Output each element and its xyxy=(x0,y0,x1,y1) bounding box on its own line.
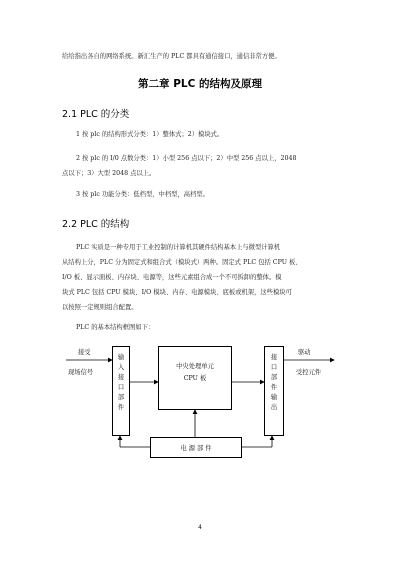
output-char: 部 xyxy=(270,374,278,381)
cpu-label-line-2: CPU 板 xyxy=(183,375,207,382)
input-interface-box xyxy=(112,346,130,436)
page-number: 4 xyxy=(198,524,202,531)
section-2-2-title: 2.2 PLC 的结构 xyxy=(62,219,130,230)
right-label-bottom: 受控元件 xyxy=(296,369,322,376)
structure-paragraph-line-2: 从结构上分，PLC 分为固定式和组合式（模块式）两种。固定式 PLC 包括 CPU 板、 xyxy=(62,259,302,266)
left-label-top: 接受 xyxy=(78,349,91,356)
structure-paragraph-line-3: I/O 板、显示面板、内存块、电源等，这些元素组合成一个不可拆卸的整体。模 xyxy=(62,274,282,281)
structure-paragraph-line-4: 块式 PLC 包括 CPU 模块、I/O 模块、内存、电源模块、底板或机架，这些模块可 xyxy=(62,289,292,296)
cpu-box xyxy=(158,346,232,410)
cpu-label-line-1: 中央处理单元 xyxy=(176,363,214,370)
input-char: 接 xyxy=(117,374,125,381)
output-char: 输 xyxy=(270,394,278,401)
output-char: 出 xyxy=(270,404,278,411)
input-char: 件 xyxy=(117,404,125,411)
structure-paragraph-line-5: 以按照一定规则组合配置。 xyxy=(62,304,138,311)
classification-item-2-line-1: 2 按 plc 的 I/0 点数分类：1）小型 256 点以下；2）中型 256 点以上，2048 xyxy=(76,155,297,162)
output-char: 口 xyxy=(270,364,278,371)
chapter-title: 第二章 PLC 的结构及原理 xyxy=(138,78,262,90)
classification-item-2-line-2: 点以下；3）大型 2048 点以上。 xyxy=(62,170,156,177)
output-interface-box xyxy=(264,346,284,436)
right-label-top: 驱动 xyxy=(298,349,311,356)
input-char: 输 xyxy=(117,354,125,361)
classification-item-1: 1 按 plc 的结构形式分类：1）整体式；2）模块式。 xyxy=(76,131,224,138)
section-2-1-title: 2.1 PLC 的分类 xyxy=(62,109,130,120)
structure-paragraph-line-1: PLC 实质是一种专用于工业控制的计算机其硬件结构基本上与微型计算机 xyxy=(76,244,281,251)
input-char: 入 xyxy=(117,364,125,371)
diagram-caption: PLC 的基本结构框图如下： xyxy=(76,324,155,331)
output-char: 接 xyxy=(270,354,278,361)
input-char: 部 xyxy=(117,394,125,401)
input-char: 口 xyxy=(117,384,125,391)
power-supply-label: 电 源 部 件 xyxy=(180,445,212,452)
left-label-bottom: 现场信号 xyxy=(68,369,94,376)
intro-line: 给给指出各自的网络系统。新汇生产的 PLC 都具有通信接口，通信非常方便。 xyxy=(62,53,281,60)
output-char: 件 xyxy=(270,384,278,391)
classification-item-3: 3 按 plc 功能分类：低档型，中档型，高档型。 xyxy=(76,191,209,198)
power-supply-box xyxy=(150,437,242,458)
